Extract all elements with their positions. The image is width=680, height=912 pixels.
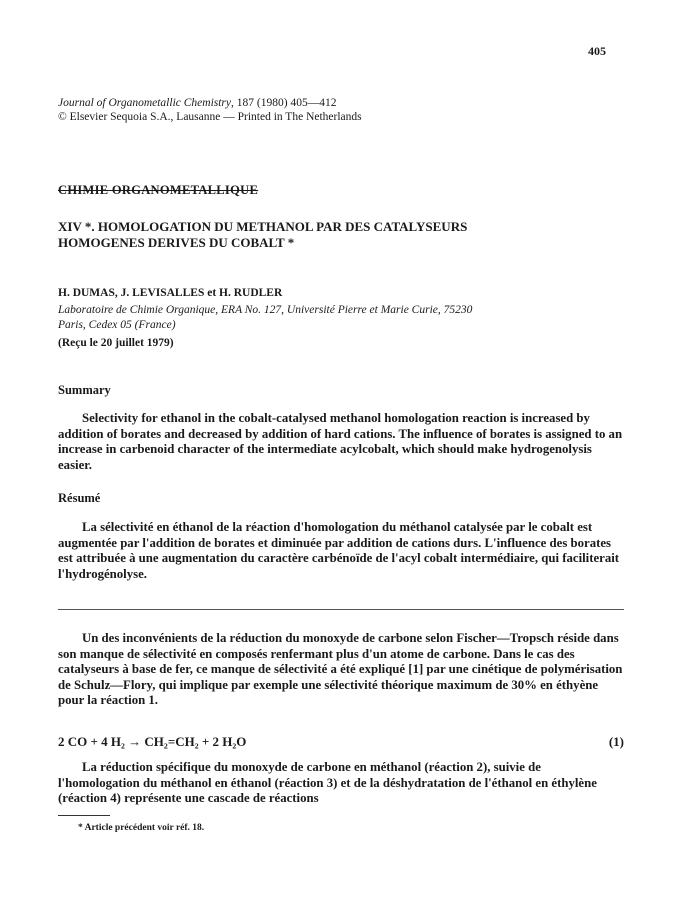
body-text-1: Un des inconvénients de la réduction du monoxyde de carbone selon Fischer—Tropsch réside dans son manque de sélectivité en composés renfermant plus d'un atome de carbone. Dans le cas des catalyseurs à base de fer, ce manque de sélectivité a été expliqué [1] par une cinétique de polymérisation de Schulz—Flory, qui implique par exemple une sélectivité théorique maximum de 30% en éthyène pour la réaction 1.	[58, 631, 623, 708]
summary-heading: Summary	[58, 383, 111, 397]
body-paragraph-1	[58, 631, 624, 709]
resume-heading: Résumé	[58, 491, 101, 505]
page-number: 405	[588, 44, 606, 58]
equation-text: 2 CO + 4 H₂ → CH₂=CH₂ + 2 H₂O	[58, 734, 247, 749]
equation-number: (1)	[608, 734, 624, 749]
title-line-1: XIV *. HOMOLOGATION DU METHANOL PAR DES CATALYSEURS	[58, 219, 468, 234]
body-paragraph-2	[58, 760, 624, 807]
journal-name: Journal of Organometallic Chemistry	[58, 97, 232, 109]
received-date: (Reçu le 20 juillet 1979)	[58, 337, 174, 349]
affiliation-line-1: Laboratoire de Chimie Organique, ERA No. 127, Université Pierre et Marie Curie, 75230	[58, 304, 473, 316]
resume-paragraph	[58, 520, 624, 582]
footnote-rule	[58, 815, 110, 816]
article-title	[58, 219, 467, 251]
authors: H. DUMAS, J. LEVISALLES et H. RUDLER	[58, 287, 283, 299]
journal-header	[58, 96, 362, 124]
journal-volume: , 187 (1980) 405—412	[231, 97, 337, 109]
copyright-line: © Elsevier Sequoia S.A., Lausanne — Printed in The Netherlands	[58, 111, 362, 123]
title-line-2: HOMOGENES DERIVES DU COBALT *	[58, 235, 295, 250]
affiliation-line-2: Paris, Cedex 05 (France)	[58, 318, 176, 331]
divider-rule	[58, 609, 624, 610]
equation-1	[58, 734, 624, 750]
body-text-2: La réduction spécifique du monoxyde de carbone en méthanol (réaction 2), suivie de l'homologation du méthanol en éthanol (réaction 3) et de la déshydratation de l'éthanol en éthylène (réaction 4) représente une cascade de réactions	[58, 760, 597, 806]
section-title: CHIMIE ORGANOMETALLIQUE	[58, 183, 259, 197]
journal-citation	[58, 96, 362, 110]
summary-paragraph	[58, 411, 624, 473]
summary-text: Selectivity for ethanol in the cobalt-catalysed methanol homologation reaction is increased by addition of borates and decreased by addition of hard cations. The influence of borates is assigned to an increase in carbenoid character of the intermediate acylcobalt, which should make hydrogenolysis easier.	[58, 411, 623, 472]
resume-text: La sélectivité en éthanol de la réaction d'homologation du méthanol catalysée par le cobalt est augmentée par l'addition de borates et diminuée par addition de cations durs. L'influence des borates est attribuée à une augmentation du caractère carbénoïde de l'acyl cobalt intermédiaire, qui faciliterait l'hydrogénolyse.	[58, 520, 620, 581]
affiliation	[58, 303, 618, 332]
footnote: * Article précédent voir réf. 18.	[78, 823, 205, 833]
